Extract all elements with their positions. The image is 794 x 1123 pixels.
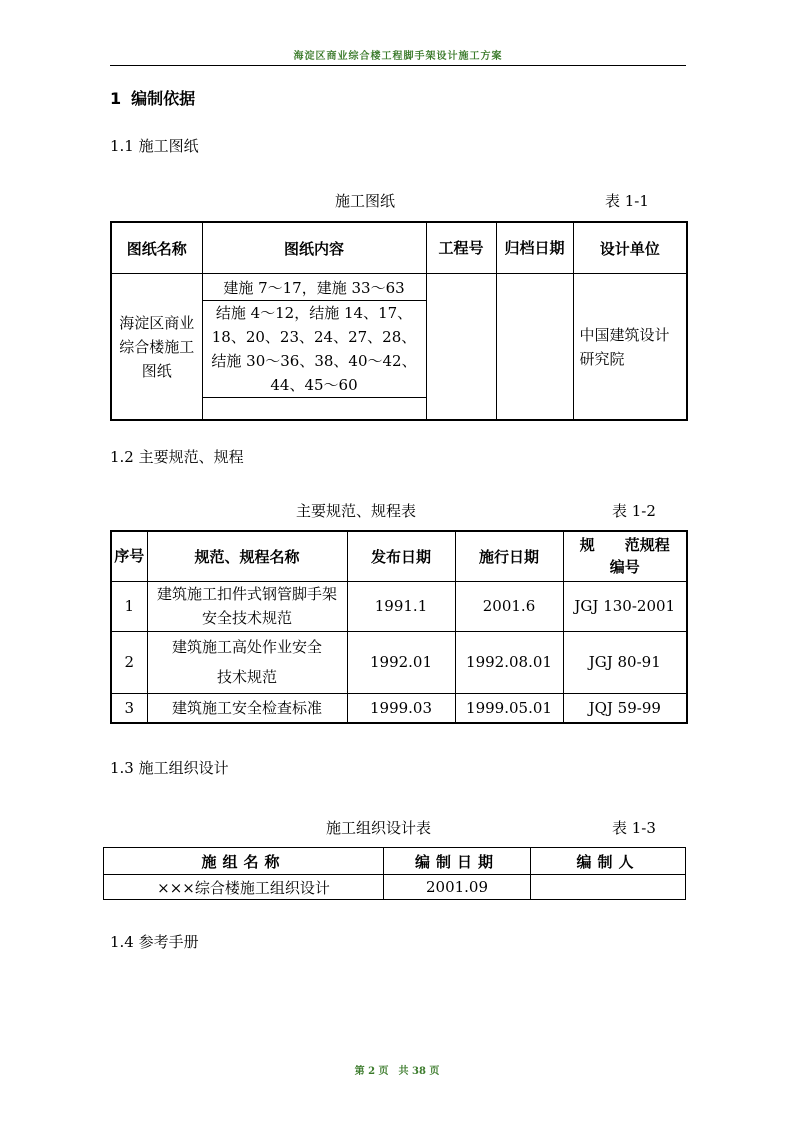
- table-1-2-caption: 主要规范、规程表: [296, 502, 417, 520]
- row-compile-date: 2001.09: [384, 875, 531, 900]
- header-drawing-content: 图纸内容: [202, 222, 426, 274]
- table-row: [104, 875, 686, 900]
- table-1-2-number: 表 1-2: [612, 502, 656, 520]
- header-design-name: 施组名称: [104, 848, 384, 875]
- row-standard-name: 建筑施工安全检查标准: [147, 693, 347, 723]
- section-heading: [110, 86, 205, 109]
- drawing-content-line: [203, 397, 426, 418]
- header-project-no: 工程号: [426, 222, 496, 274]
- row-effective-date: 1999.05.01: [455, 693, 563, 723]
- page-footer: 第 2 页 共 38 页: [354, 1066, 440, 1077]
- row-design-name: ×××综合楼施工组织设计: [104, 875, 384, 900]
- running-header: 海淀区商业综合楼工程脚手架设计施工方案: [110, 51, 686, 66]
- table-row: [111, 631, 687, 693]
- row-standard-name: 建筑施工扣件式钢管脚手架安全技术规范: [147, 581, 347, 631]
- design-unit-cell: 中国建筑设计研究院: [573, 274, 687, 421]
- row-publish-date: 1991.1: [347, 581, 455, 631]
- header-drawing-name: 图纸名称: [111, 222, 202, 274]
- header-archive-date: 归档日期: [496, 222, 573, 274]
- section-title: 编制依据: [131, 89, 196, 108]
- row-standard-code: JGJ 80-91: [563, 631, 687, 693]
- row-standard-code: JQJ 59-99: [563, 693, 687, 723]
- drawing-content-line: 建施 7～17，建施 33～63: [203, 276, 426, 301]
- table-1-3-caption: 施工组织设计表: [326, 819, 432, 837]
- project-no-cell: [426, 274, 496, 421]
- row-standard-name: 建筑施工高处作业安全技术规范: [147, 631, 347, 693]
- table-row: [111, 693, 687, 723]
- row-serial: 2: [111, 631, 147, 693]
- construction-design-table: [103, 847, 686, 900]
- row-publish-date: 1992.01: [347, 631, 455, 693]
- table-1-3-number: 表 1-3: [612, 819, 656, 837]
- drawings-table: [110, 221, 688, 421]
- header-design-unit: 设计单位: [573, 222, 687, 274]
- row-effective-date: 2001.6: [455, 581, 563, 631]
- archive-date-cell: [496, 274, 573, 421]
- table-1-1-caption: 施工图纸: [335, 192, 396, 210]
- row-publish-date: 1999.03: [347, 693, 455, 723]
- subsection-1-4-title: 1.4 参考手册: [110, 933, 199, 951]
- section-number: 1: [110, 89, 122, 108]
- header-standard-code: 规 范规程编号: [563, 531, 687, 581]
- drawing-content-list: [203, 276, 426, 418]
- row-standard-code: JGJ 130-2001: [563, 581, 687, 631]
- row-compiler: [531, 875, 686, 900]
- subsection-1-3-title: 1.3 施工组织设计: [110, 759, 229, 777]
- table-row: [111, 581, 687, 631]
- drawing-content-line: 结施 4～12，结施 14、17、18、20、23、24、27、28、结施 30～36、38、40～42、44、45～60: [203, 300, 426, 397]
- row-serial: 1: [111, 581, 147, 631]
- drawing-content-cell: [202, 274, 426, 421]
- header-serial: 序号: [111, 531, 147, 581]
- row-serial: 3: [111, 693, 147, 723]
- subsection-1-2-title: 1.2 主要规范、规程: [110, 448, 244, 466]
- subsection-1-1-title: 1.1 施工图纸: [110, 137, 199, 155]
- standards-table: [110, 530, 688, 724]
- drawing-name-cell: 海淀区商业综合楼施工图纸: [111, 274, 202, 421]
- table-1-1-number: 表 1-1: [605, 192, 649, 210]
- header-compile-date: 编制日期: [384, 848, 531, 875]
- header-standard-name: 规范、规程名称: [147, 531, 347, 581]
- header-compiler: 编制人: [531, 848, 686, 875]
- header-effective-date: 施行日期: [455, 531, 563, 581]
- row-effective-date: 1992.08.01: [455, 631, 563, 693]
- header-publish-date: 发布日期: [347, 531, 455, 581]
